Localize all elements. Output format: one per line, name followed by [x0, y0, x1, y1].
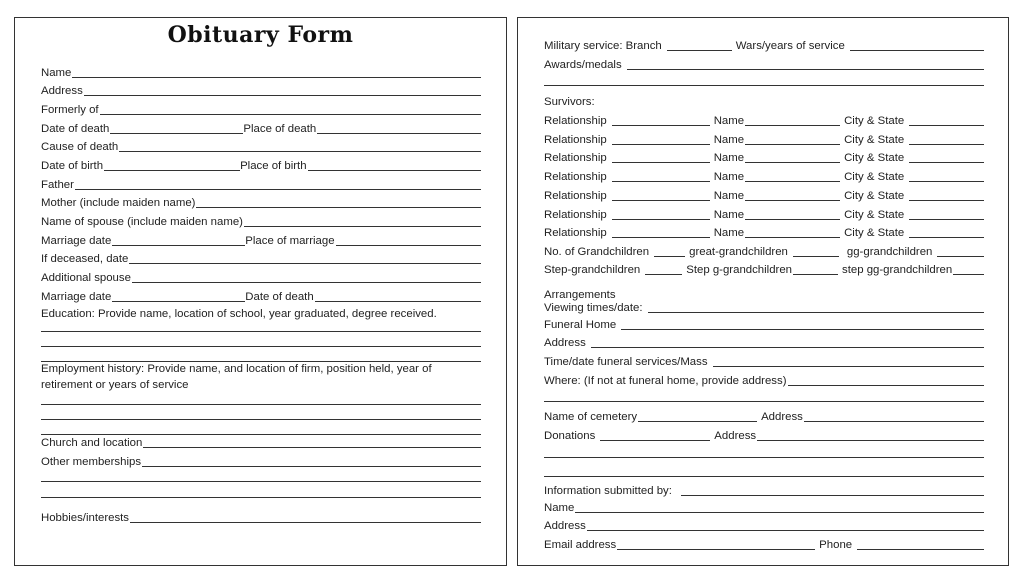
survivor-row[interactable] — [544, 112, 984, 128]
church-label: Church and location — [41, 437, 143, 449]
submitter-name-field[interactable] — [544, 499, 984, 515]
survivor-name-label: Name — [713, 115, 745, 127]
additional-spouse-label: Additional spouse — [41, 272, 131, 284]
place-of-death-label: Place of death — [243, 123, 317, 135]
city-state-label: City & State — [844, 171, 905, 184]
death-row[interactable] — [41, 120, 481, 136]
submitted-by-label: Information submitted by: — [544, 485, 672, 497]
city-state-label: City & State — [844, 227, 905, 240]
military-row[interactable] — [544, 37, 984, 53]
name-field[interactable] — [41, 64, 481, 80]
survivor-name-label: Name — [713, 208, 745, 221]
email-label: Email address — [544, 539, 617, 551]
education-line-2[interactable] — [41, 346, 481, 347]
additional-spouse-field[interactable] — [41, 269, 481, 285]
step-grandchildren-label: Step-grandchildren — [544, 264, 641, 276]
awards-line-2[interactable] — [544, 85, 984, 86]
memberships-line-1[interactable] — [41, 481, 481, 482]
employment-line-1[interactable] — [41, 404, 481, 405]
spouse-field[interactable] — [41, 213, 481, 229]
cause-of-death-field[interactable] — [41, 138, 481, 154]
obituary-form-right-panel — [517, 17, 1009, 566]
great-grandchildren-label: great-grandchildren — [689, 246, 788, 258]
where-field[interactable] — [544, 372, 984, 388]
step-gg-grandchildren-label: step gg-grandchildren — [842, 264, 953, 276]
date-of-birth-label: Date of birth — [41, 160, 104, 172]
formerly-of-label: Formerly of — [41, 104, 99, 116]
where-label: Where: (If not at funeral home, provide address) — [544, 375, 787, 387]
education-instructions: Education: Provide name, location of school, year graduated, degree received. — [41, 308, 437, 320]
survivor-name-label: Name — [713, 171, 745, 184]
survivor-row[interactable] — [544, 206, 984, 222]
awards-label: Awards/medals — [544, 59, 622, 71]
birth-row[interactable] — [41, 157, 481, 173]
form-title: Obituary Form — [167, 22, 354, 48]
marriage-row-2[interactable] — [41, 288, 481, 304]
gg-grandchildren-label: gg-grandchildren — [846, 246, 933, 258]
marriage-date-label: Marriage date — [41, 235, 112, 247]
arrangements-heading: Arrangements — [544, 289, 616, 301]
if-deceased-field[interactable] — [41, 250, 481, 266]
services-field[interactable] — [544, 353, 984, 369]
step-grandchildren-row[interactable] — [544, 261, 984, 277]
mother-field[interactable] — [41, 194, 481, 210]
grandchildren-row[interactable] — [544, 243, 984, 259]
donations-line-3[interactable] — [544, 476, 984, 477]
submitted-by-field[interactable] — [544, 482, 984, 498]
father-field[interactable] — [41, 176, 481, 192]
obituary-form-left-panel — [14, 17, 507, 566]
address-label: Address — [41, 85, 83, 97]
hobbies-field[interactable] — [41, 509, 481, 525]
city-state-label: City & State — [844, 133, 905, 146]
cemetery-row[interactable] — [544, 408, 984, 424]
donations-address-label: Address — [714, 430, 757, 442]
relationship-label: Relationship — [544, 152, 607, 165]
where-line-2[interactable] — [544, 401, 984, 402]
marriage-row[interactable] — [41, 232, 481, 248]
funeral-home-field[interactable] — [544, 316, 984, 332]
donations-row[interactable] — [544, 427, 984, 443]
wars-label: Wars/years of service — [735, 40, 845, 52]
address-field[interactable] — [41, 82, 481, 98]
employment-instructions: Employment history: Provide name, and location of firm, position held, year of retirement or years of service — [41, 363, 432, 391]
arrangements-address-field[interactable] — [544, 334, 984, 350]
survivor-name-label: Name — [713, 189, 745, 202]
place-of-birth-label: Place of birth — [240, 160, 307, 172]
viewing-label: Viewing times/date: — [544, 302, 643, 314]
city-state-label: City & State — [844, 115, 905, 127]
relationship-label: Relationship — [544, 133, 607, 146]
spouse-label: Name of spouse (include maiden name) — [41, 216, 243, 228]
cause-of-death-label: Cause of death — [41, 141, 119, 153]
memberships-line-2[interactable] — [41, 497, 481, 498]
cemetery-label: Name of cemetery — [544, 411, 638, 423]
contact-row[interactable] — [544, 536, 984, 552]
city-state-label: City & State — [844, 208, 905, 221]
survivor-row[interactable] — [544, 168, 984, 184]
father-label: Father — [41, 179, 74, 191]
funeral-home-label: Funeral Home — [544, 319, 617, 331]
date-of-death-label: Date of death — [41, 123, 110, 135]
formerly-of-field[interactable] — [41, 101, 481, 117]
relationship-label: Relationship — [544, 115, 607, 127]
mother-label: Mother (include maiden name) — [41, 197, 196, 209]
education-line-1[interactable] — [41, 331, 481, 332]
if-deceased-label: If deceased, date — [41, 253, 129, 265]
grandchildren-label: No. of Grandchildren — [544, 246, 650, 258]
relationship-label: Relationship — [544, 171, 607, 184]
survivor-row[interactable] — [544, 187, 984, 203]
submitter-address-field[interactable] — [544, 517, 984, 533]
military-branch-label: Military service: Branch — [544, 40, 662, 52]
donations-label: Donations — [544, 430, 596, 442]
place-of-marriage-label: Place of marriage — [245, 235, 335, 247]
employment-line-2[interactable] — [41, 419, 481, 420]
other-memberships-field[interactable] — [41, 453, 481, 469]
survivor-row[interactable] — [544, 131, 984, 147]
name-label: Name — [41, 67, 72, 79]
submitter-name-label: Name — [544, 502, 575, 514]
awards-field[interactable] — [544, 56, 984, 72]
cemetery-address-label: Address — [761, 411, 803, 423]
relationship-label: Relationship — [544, 227, 607, 240]
viewing-field[interactable] — [544, 299, 984, 315]
survivor-row[interactable] — [544, 224, 984, 240]
other-memberships-label: Other memberships — [41, 456, 142, 468]
hobbies-label: Hobbies/interests — [41, 512, 130, 524]
date-of-death-2-label: Date of death — [245, 291, 314, 303]
survivor-name-label: Name — [713, 152, 745, 165]
relationship-label: Relationship — [544, 189, 607, 202]
submitter-address-label: Address — [544, 520, 586, 532]
phone-label: Phone — [819, 539, 853, 551]
survivors-heading: Survivors: — [544, 96, 595, 108]
church-field[interactable] — [41, 434, 481, 450]
survivor-name-label: Name — [713, 133, 745, 146]
city-state-label: City & State — [844, 189, 905, 202]
marriage-date-2-label: Marriage date — [41, 291, 112, 303]
survivor-row[interactable] — [544, 149, 984, 165]
arrangements-address-label: Address — [544, 337, 586, 349]
services-label: Time/date funeral services/Mass — [544, 356, 708, 368]
city-state-label: City & State — [844, 152, 905, 165]
donations-line-2[interactable] — [544, 457, 984, 458]
relationship-label: Relationship — [544, 208, 607, 221]
survivor-name-label: Name — [713, 227, 745, 240]
step-g-grandchildren-label: Step g-grandchildren — [686, 264, 792, 276]
